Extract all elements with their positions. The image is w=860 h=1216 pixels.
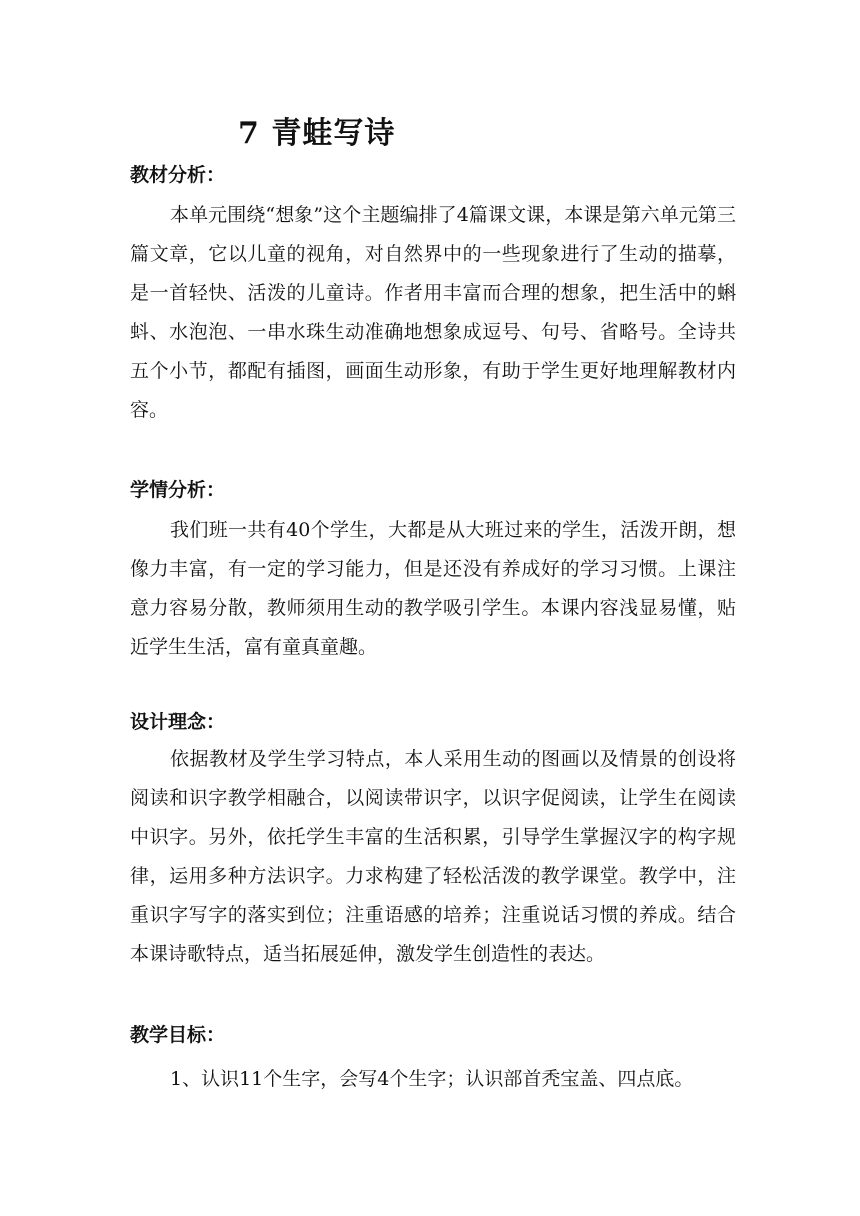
section-heading-textbook-analysis: 教材分析：: [130, 164, 226, 186]
section-body-textbook-analysis: 本单元围绕“想象”这个主题编排了4篇课文课，本课是第六单元第三篇文章，它以儿童的视角，对自然界中的一些现象进行了生动的描摹，是一首轻快、活泼的儿童诗。作者用丰富而合理的想象，把生活中的蝌蚪、水泡泡、一串水珠生动准确地想象成逗号、句号、省略号。全诗共五个小节，都配有插图，画面生动形象，有助于学生更好地理解教材内容。: [130, 204, 736, 421]
section-heading-teaching-goals: 教学目标：: [130, 1024, 226, 1046]
teaching-goal-item: 1、认识11个生字，会写4个生字；认识部首秃宝盖、四点底。: [170, 1068, 694, 1090]
section-body-design-concept: 依据教材及学生学习特点，本人采用生动的图画以及情景的创设将阅读和识字教学相融合，以阅读带识字，以识字促阅读，让学生在阅读中识字。另外，依托学生丰富的生活积累，引导学生掌握汉字的构字规律，运用多种方法识字。力求构建了轻松活泼的教学课堂。教学中，注重识字写字的落实到位；注重语感的培养；注重说话习惯的养成。结合本课诗歌特点，适当拓展延伸，激发学生创造性的表达。: [130, 748, 736, 965]
section-body-student-analysis: 我们班一共有40个学生，大都是从大班过来的学生，活泼开朗，想像力丰富，有一定的学习能力，但是还没有养成好的学习习惯。上课注意力容易分散，教师须用生动的教学吸引学生。本课内容浅显易懂，贴近学生生活，富有童真童趣。: [130, 519, 736, 658]
section-heading-student-analysis: 学情分析：: [130, 479, 226, 501]
document-title: 7 青蛙写诗: [238, 116, 396, 151]
section-heading-design-concept: 设计理念：: [130, 711, 226, 733]
